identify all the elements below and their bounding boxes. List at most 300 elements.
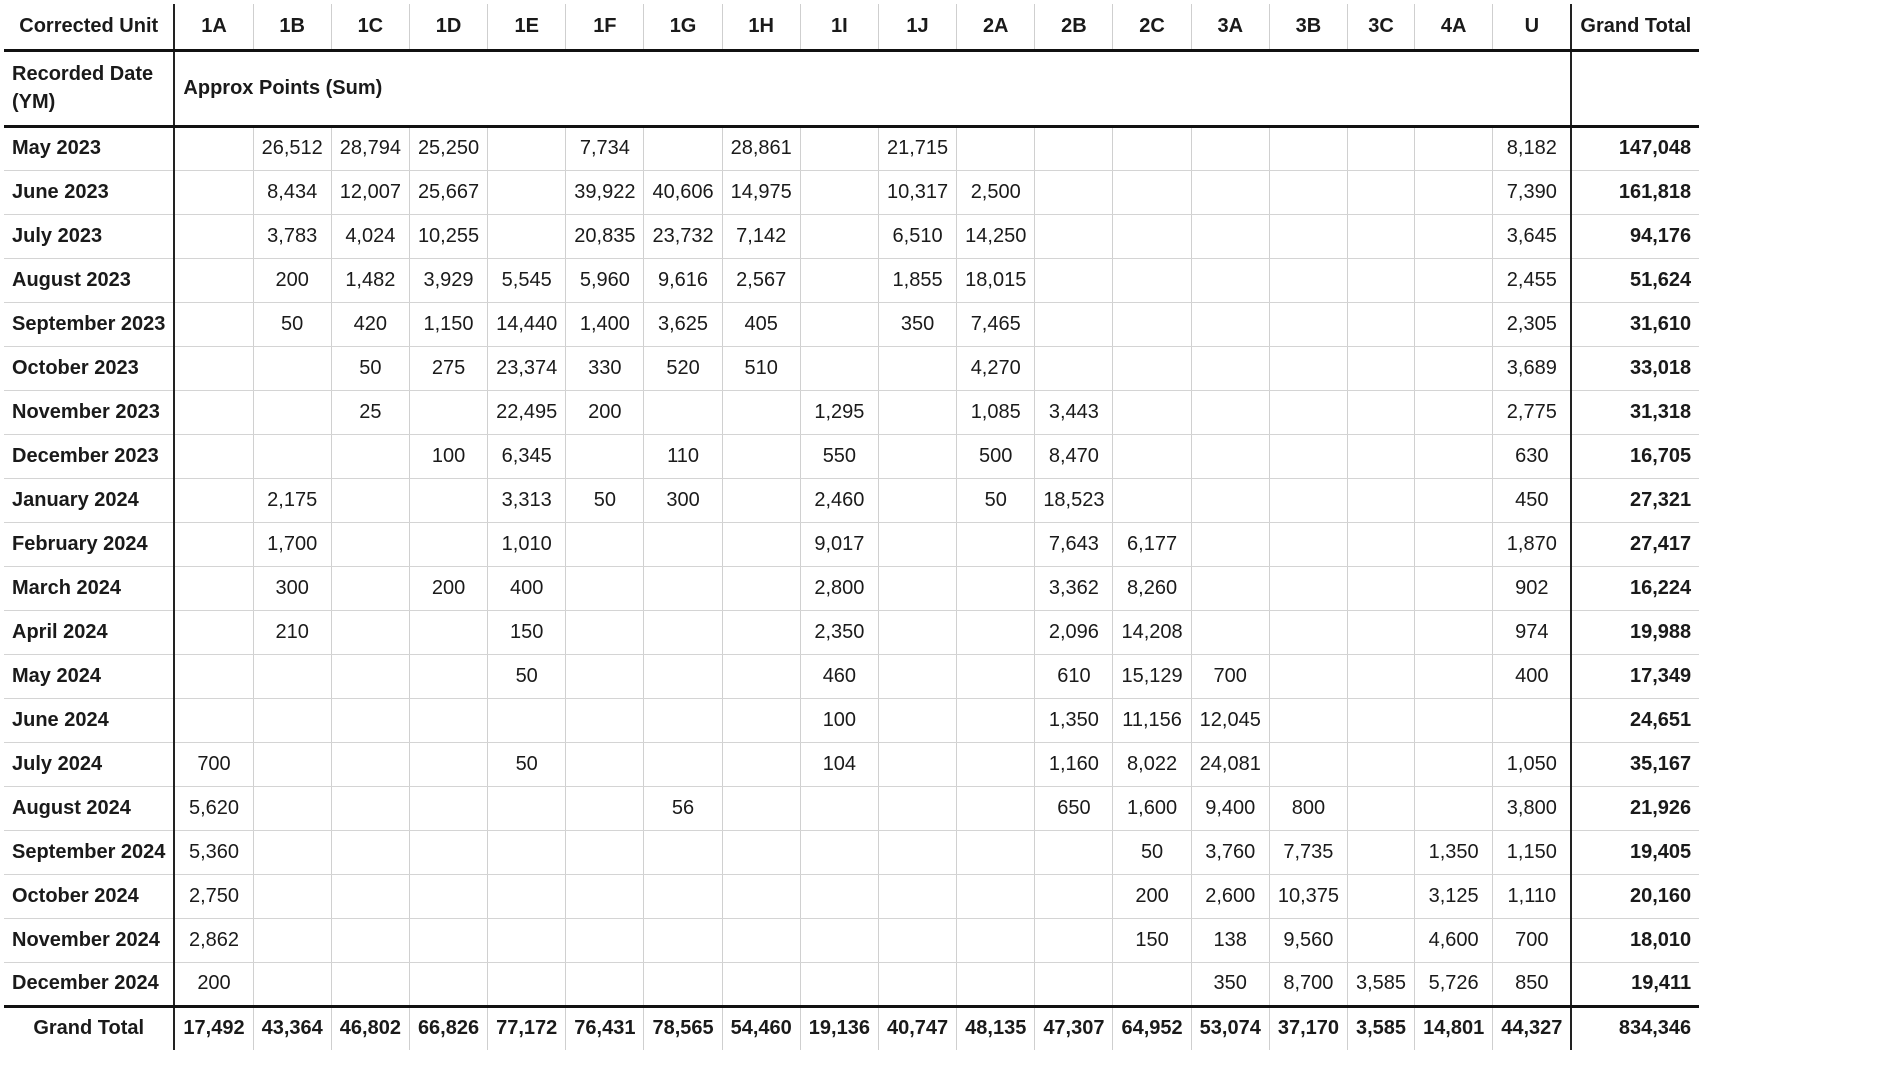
value-cell[interactable]: [878, 698, 956, 742]
value-cell[interactable]: [253, 346, 331, 390]
row-grand-total[interactable]: 27,321: [1571, 478, 1699, 522]
value-cell[interactable]: [409, 478, 487, 522]
value-cell[interactable]: [1113, 258, 1191, 302]
row-grand-total[interactable]: 20,160: [1571, 874, 1699, 918]
value-cell[interactable]: 18,015: [957, 258, 1035, 302]
column-header-1c[interactable]: 1C: [331, 4, 409, 50]
value-cell[interactable]: [331, 434, 409, 478]
value-cell[interactable]: 10,255: [409, 214, 487, 258]
value-cell[interactable]: 2,775: [1493, 390, 1572, 434]
row-label[interactable]: September 2024: [4, 830, 174, 874]
value-cell[interactable]: 210: [253, 610, 331, 654]
value-cell[interactable]: [253, 786, 331, 830]
column-header-3c[interactable]: 3C: [1348, 4, 1415, 50]
value-cell[interactable]: 50: [488, 742, 566, 786]
row-label[interactable]: October 2024: [4, 874, 174, 918]
column-grand-total[interactable]: 43,364: [253, 1006, 331, 1050]
value-cell[interactable]: [644, 830, 722, 874]
value-cell[interactable]: [566, 918, 644, 962]
column-header-3b[interactable]: 3B: [1269, 4, 1347, 50]
row-grand-total[interactable]: 21,926: [1571, 786, 1699, 830]
value-cell[interactable]: 275: [409, 346, 487, 390]
value-cell[interactable]: 40,606: [644, 170, 722, 214]
value-cell[interactable]: [957, 522, 1035, 566]
row-grand-total[interactable]: 18,010: [1571, 918, 1699, 962]
row-label[interactable]: July 2024: [4, 742, 174, 786]
value-cell[interactable]: [1348, 742, 1415, 786]
value-cell[interactable]: [1348, 302, 1415, 346]
value-cell[interactable]: [174, 434, 253, 478]
value-cell[interactable]: 200: [566, 390, 644, 434]
value-cell[interactable]: 138: [1191, 918, 1269, 962]
row-grand-total[interactable]: 51,624: [1571, 258, 1699, 302]
value-cell[interactable]: [1113, 126, 1191, 170]
value-cell[interactable]: [409, 698, 487, 742]
row-grand-total[interactable]: 147,048: [1571, 126, 1699, 170]
value-cell[interactable]: 1,010: [488, 522, 566, 566]
value-cell[interactable]: 3,689: [1493, 346, 1572, 390]
value-cell[interactable]: [331, 522, 409, 566]
value-cell[interactable]: [566, 698, 644, 742]
value-cell[interactable]: 9,400: [1191, 786, 1269, 830]
value-cell[interactable]: 100: [409, 434, 487, 478]
column-grand-total[interactable]: 76,431: [566, 1006, 644, 1050]
value-cell[interactable]: [1113, 478, 1191, 522]
value-cell[interactable]: 3,929: [409, 258, 487, 302]
value-cell[interactable]: 400: [488, 566, 566, 610]
row-grand-total[interactable]: 31,318: [1571, 390, 1699, 434]
column-header-1f[interactable]: 1F: [566, 4, 644, 50]
row-header-recorded-date[interactable]: [4, 50, 174, 126]
value-cell[interactable]: 4,270: [957, 346, 1035, 390]
value-cell[interactable]: [1191, 390, 1269, 434]
value-cell[interactable]: 2,455: [1493, 258, 1572, 302]
row-grand-total[interactable]: 19,411: [1571, 962, 1699, 1006]
row-label[interactable]: December 2024: [4, 962, 174, 1006]
value-cell[interactable]: 420: [331, 302, 409, 346]
row-label[interactable]: July 2023: [4, 214, 174, 258]
value-cell[interactable]: [957, 874, 1035, 918]
value-cell[interactable]: [1269, 390, 1347, 434]
value-cell[interactable]: [1415, 170, 1493, 214]
row-label[interactable]: March 2024: [4, 566, 174, 610]
value-cell[interactable]: [1415, 610, 1493, 654]
column-grand-total[interactable]: 78,565: [644, 1006, 722, 1050]
value-cell[interactable]: [1035, 830, 1113, 874]
value-cell[interactable]: [878, 654, 956, 698]
value-cell[interactable]: [253, 962, 331, 1006]
column-grand-total[interactable]: 44,327: [1493, 1006, 1572, 1050]
value-cell[interactable]: [174, 478, 253, 522]
value-cell[interactable]: [409, 874, 487, 918]
column-header-2a[interactable]: 2A: [957, 4, 1035, 50]
value-cell[interactable]: [1269, 170, 1347, 214]
value-cell[interactable]: 14,440: [488, 302, 566, 346]
value-cell[interactable]: [488, 962, 566, 1006]
value-cell[interactable]: [722, 962, 800, 1006]
row-label[interactable]: May 2023: [4, 126, 174, 170]
value-cell[interactable]: [566, 610, 644, 654]
value-cell[interactable]: 2,600: [1191, 874, 1269, 918]
value-cell[interactable]: [1269, 302, 1347, 346]
value-cell[interactable]: [957, 566, 1035, 610]
value-cell[interactable]: 3,125: [1415, 874, 1493, 918]
value-cell[interactable]: 350: [878, 302, 956, 346]
value-cell[interactable]: 7,390: [1493, 170, 1572, 214]
row-grand-total[interactable]: 35,167: [1571, 742, 1699, 786]
value-cell[interactable]: 10,375: [1269, 874, 1347, 918]
row-label[interactable]: April 2024: [4, 610, 174, 654]
value-cell[interactable]: 22,495: [488, 390, 566, 434]
value-cell[interactable]: 23,732: [644, 214, 722, 258]
value-cell[interactable]: 3,800: [1493, 786, 1572, 830]
value-cell[interactable]: 610: [1035, 654, 1113, 698]
value-cell[interactable]: 8,434: [253, 170, 331, 214]
value-cell[interactable]: [566, 654, 644, 698]
value-cell[interactable]: [644, 390, 722, 434]
value-cell[interactable]: [253, 742, 331, 786]
column-header-1h[interactable]: 1H: [722, 4, 800, 50]
value-cell[interactable]: [331, 830, 409, 874]
value-cell[interactable]: 5,360: [174, 830, 253, 874]
value-cell[interactable]: 6,345: [488, 434, 566, 478]
value-cell[interactable]: [644, 566, 722, 610]
value-cell[interactable]: 550: [800, 434, 878, 478]
column-grand-total[interactable]: 66,826: [409, 1006, 487, 1050]
value-cell[interactable]: [1035, 214, 1113, 258]
value-cell[interactable]: [1269, 654, 1347, 698]
value-cell[interactable]: 8,022: [1113, 742, 1191, 786]
value-cell[interactable]: [1348, 522, 1415, 566]
value-cell[interactable]: [800, 258, 878, 302]
value-cell[interactable]: 3,313: [488, 478, 566, 522]
value-cell[interactable]: 400: [1493, 654, 1572, 698]
value-cell[interactable]: [1191, 478, 1269, 522]
value-cell[interactable]: [1415, 434, 1493, 478]
value-cell[interactable]: [331, 874, 409, 918]
value-cell[interactable]: [878, 478, 956, 522]
row-grand-total[interactable]: 161,818: [1571, 170, 1699, 214]
value-cell[interactable]: 520: [644, 346, 722, 390]
value-cell[interactable]: [566, 830, 644, 874]
value-cell[interactable]: [566, 566, 644, 610]
value-cell[interactable]: [957, 742, 1035, 786]
value-cell[interactable]: [174, 126, 253, 170]
value-cell[interactable]: [644, 918, 722, 962]
value-cell[interactable]: 460: [800, 654, 878, 698]
value-cell[interactable]: [722, 742, 800, 786]
column-grand-total[interactable]: 37,170: [1269, 1006, 1347, 1050]
value-cell[interactable]: [800, 302, 878, 346]
value-cell[interactable]: 14,250: [957, 214, 1035, 258]
value-cell[interactable]: [1348, 786, 1415, 830]
value-cell[interactable]: 405: [722, 302, 800, 346]
value-cell[interactable]: 9,616: [644, 258, 722, 302]
value-cell[interactable]: 902: [1493, 566, 1572, 610]
value-cell[interactable]: 700: [174, 742, 253, 786]
value-cell[interactable]: [1269, 434, 1347, 478]
value-cell[interactable]: [878, 918, 956, 962]
value-cell[interactable]: 25,667: [409, 170, 487, 214]
value-cell[interactable]: [957, 698, 1035, 742]
value-cell[interactable]: [409, 742, 487, 786]
column-header-1j[interactable]: 1J: [878, 4, 956, 50]
row-label[interactable]: September 2023: [4, 302, 174, 346]
value-cell[interactable]: [1415, 390, 1493, 434]
value-cell[interactable]: [1035, 874, 1113, 918]
value-cell[interactable]: 20,835: [566, 214, 644, 258]
value-cell[interactable]: [1415, 742, 1493, 786]
value-cell[interactable]: [566, 874, 644, 918]
row-grand-total[interactable]: 19,988: [1571, 610, 1699, 654]
value-cell[interactable]: [1348, 478, 1415, 522]
value-cell[interactable]: 1,150: [409, 302, 487, 346]
value-cell[interactable]: 2,500: [957, 170, 1035, 214]
value-cell[interactable]: [174, 522, 253, 566]
row-grand-total[interactable]: 31,610: [1571, 302, 1699, 346]
value-cell[interactable]: [800, 874, 878, 918]
value-cell[interactable]: 1,295: [800, 390, 878, 434]
value-cell[interactable]: [253, 434, 331, 478]
value-cell[interactable]: [253, 654, 331, 698]
value-cell[interactable]: [1348, 874, 1415, 918]
value-cell[interactable]: 200: [409, 566, 487, 610]
value-cell[interactable]: [1191, 214, 1269, 258]
value-cell[interactable]: [1348, 654, 1415, 698]
value-cell[interactable]: [1269, 566, 1347, 610]
value-cell[interactable]: 9,560: [1269, 918, 1347, 962]
value-cell[interactable]: [1348, 390, 1415, 434]
row-grand-total[interactable]: 24,651: [1571, 698, 1699, 742]
value-cell[interactable]: [1035, 918, 1113, 962]
value-cell[interactable]: [488, 918, 566, 962]
column-header-1a[interactable]: 1A: [174, 4, 253, 50]
row-label[interactable]: May 2024: [4, 654, 174, 698]
value-cell[interactable]: 15,129: [1113, 654, 1191, 698]
value-cell[interactable]: 1,150: [1493, 830, 1572, 874]
value-cell[interactable]: [800, 918, 878, 962]
value-cell[interactable]: [878, 434, 956, 478]
value-cell[interactable]: [1113, 346, 1191, 390]
value-cell[interactable]: [878, 874, 956, 918]
value-cell[interactable]: 8,470: [1035, 434, 1113, 478]
value-cell[interactable]: 1,600: [1113, 786, 1191, 830]
value-cell[interactable]: [1269, 214, 1347, 258]
value-cell[interactable]: 5,960: [566, 258, 644, 302]
value-cell[interactable]: 510: [722, 346, 800, 390]
row-label[interactable]: November 2024: [4, 918, 174, 962]
value-cell[interactable]: [1191, 258, 1269, 302]
value-cell[interactable]: [644, 126, 722, 170]
column-grand-total[interactable]: 48,135: [957, 1006, 1035, 1050]
value-cell[interactable]: 1,870: [1493, 522, 1572, 566]
value-cell[interactable]: 50: [253, 302, 331, 346]
value-cell[interactable]: 1,855: [878, 258, 956, 302]
row-label[interactable]: November 2023: [4, 390, 174, 434]
value-cell[interactable]: [800, 170, 878, 214]
row-label[interactable]: January 2024: [4, 478, 174, 522]
value-cell[interactable]: [1113, 962, 1191, 1006]
value-cell[interactable]: 1,085: [957, 390, 1035, 434]
value-cell[interactable]: [174, 346, 253, 390]
value-cell[interactable]: 2,800: [800, 566, 878, 610]
value-cell[interactable]: 2,305: [1493, 302, 1572, 346]
value-cell[interactable]: 5,545: [488, 258, 566, 302]
value-cell[interactable]: 1,482: [331, 258, 409, 302]
value-cell[interactable]: 3,443: [1035, 390, 1113, 434]
value-cell[interactable]: [1269, 346, 1347, 390]
value-cell[interactable]: [1269, 742, 1347, 786]
column-header-u[interactable]: U: [1493, 4, 1572, 50]
value-cell[interactable]: [800, 786, 878, 830]
value-cell[interactable]: [722, 786, 800, 830]
value-cell[interactable]: [878, 522, 956, 566]
value-cell[interactable]: [1348, 126, 1415, 170]
column-grand-total[interactable]: 64,952: [1113, 1006, 1191, 1050]
column-header-4a[interactable]: 4A: [1415, 4, 1493, 50]
row-label[interactable]: February 2024: [4, 522, 174, 566]
row-label[interactable]: August 2023: [4, 258, 174, 302]
value-cell[interactable]: [253, 390, 331, 434]
value-cell[interactable]: [1415, 302, 1493, 346]
value-cell[interactable]: [1415, 346, 1493, 390]
column-grand-total[interactable]: 14,801: [1415, 1006, 1493, 1050]
value-cell[interactable]: 4,024: [331, 214, 409, 258]
value-cell[interactable]: [331, 566, 409, 610]
value-cell[interactable]: [1415, 522, 1493, 566]
value-cell[interactable]: [174, 170, 253, 214]
value-cell[interactable]: [1269, 522, 1347, 566]
value-cell[interactable]: 350: [1191, 962, 1269, 1006]
value-cell[interactable]: 200: [253, 258, 331, 302]
value-cell[interactable]: 25,250: [409, 126, 487, 170]
value-cell[interactable]: [1191, 170, 1269, 214]
value-cell[interactable]: 1,350: [1415, 830, 1493, 874]
value-cell[interactable]: [878, 742, 956, 786]
value-cell[interactable]: [878, 390, 956, 434]
value-cell[interactable]: [722, 434, 800, 478]
value-cell[interactable]: [566, 742, 644, 786]
value-cell[interactable]: [722, 478, 800, 522]
value-cell[interactable]: [1191, 126, 1269, 170]
value-cell[interactable]: [644, 874, 722, 918]
value-cell[interactable]: [331, 698, 409, 742]
value-cell[interactable]: [1348, 258, 1415, 302]
value-cell[interactable]: 4,600: [1415, 918, 1493, 962]
value-cell[interactable]: 2,750: [174, 874, 253, 918]
value-cell[interactable]: [878, 346, 956, 390]
row-grand-total[interactable]: 33,018: [1571, 346, 1699, 390]
value-cell[interactable]: [174, 610, 253, 654]
value-cell[interactable]: 1,160: [1035, 742, 1113, 786]
value-cell[interactable]: [957, 962, 1035, 1006]
value-cell[interactable]: [174, 698, 253, 742]
value-cell[interactable]: 12,045: [1191, 698, 1269, 742]
value-cell[interactable]: 3,760: [1191, 830, 1269, 874]
column-header-1i[interactable]: 1I: [800, 4, 878, 50]
value-cell[interactable]: [722, 610, 800, 654]
value-cell[interactable]: [644, 522, 722, 566]
column-grand-total[interactable]: 3,585: [1348, 1006, 1415, 1050]
value-cell[interactable]: [331, 786, 409, 830]
value-cell[interactable]: [1348, 698, 1415, 742]
value-cell[interactable]: [1113, 302, 1191, 346]
row-grand-total[interactable]: 94,176: [1571, 214, 1699, 258]
value-cell[interactable]: [1348, 918, 1415, 962]
value-cell[interactable]: [722, 566, 800, 610]
value-cell[interactable]: [1269, 610, 1347, 654]
value-cell[interactable]: [331, 478, 409, 522]
value-cell[interactable]: [174, 214, 253, 258]
column-header-1d[interactable]: 1D: [409, 4, 487, 50]
value-cell[interactable]: 24,081: [1191, 742, 1269, 786]
value-cell[interactable]: [488, 830, 566, 874]
value-cell[interactable]: [488, 170, 566, 214]
value-cell[interactable]: 50: [566, 478, 644, 522]
column-grand-total[interactable]: 19,136: [800, 1006, 878, 1050]
value-cell[interactable]: 100: [800, 698, 878, 742]
value-cell[interactable]: [644, 742, 722, 786]
value-cell[interactable]: 8,182: [1493, 126, 1572, 170]
value-cell[interactable]: [644, 610, 722, 654]
value-cell[interactable]: [1113, 214, 1191, 258]
row-label[interactable]: June 2024: [4, 698, 174, 742]
column-header-1e[interactable]: 1E: [488, 4, 566, 50]
value-cell[interactable]: [957, 610, 1035, 654]
value-cell[interactable]: 104: [800, 742, 878, 786]
value-cell[interactable]: [409, 390, 487, 434]
value-cell[interactable]: [409, 786, 487, 830]
value-cell[interactable]: [722, 918, 800, 962]
value-cell[interactable]: [488, 698, 566, 742]
value-cell[interactable]: 12,007: [331, 170, 409, 214]
value-cell[interactable]: [253, 830, 331, 874]
value-cell[interactable]: 26,512: [253, 126, 331, 170]
value-cell[interactable]: 21,715: [878, 126, 956, 170]
value-cell[interactable]: [878, 610, 956, 654]
value-cell[interactable]: 200: [1113, 874, 1191, 918]
value-cell[interactable]: 50: [331, 346, 409, 390]
value-cell[interactable]: [1348, 830, 1415, 874]
value-cell[interactable]: 7,734: [566, 126, 644, 170]
value-cell[interactable]: 1,700: [253, 522, 331, 566]
value-cell[interactable]: [1113, 434, 1191, 478]
value-cell[interactable]: 28,794: [331, 126, 409, 170]
value-cell[interactable]: [644, 654, 722, 698]
value-cell[interactable]: [957, 786, 1035, 830]
value-cell[interactable]: 18,523: [1035, 478, 1113, 522]
value-cell[interactable]: [1415, 654, 1493, 698]
value-cell[interactable]: [800, 214, 878, 258]
column-header-2c[interactable]: 2C: [1113, 4, 1191, 50]
value-cell[interactable]: 2,350: [800, 610, 878, 654]
value-cell[interactable]: [331, 962, 409, 1006]
value-cell[interactable]: [644, 962, 722, 1006]
value-cell[interactable]: 150: [488, 610, 566, 654]
value-cell[interactable]: [1269, 698, 1347, 742]
value-cell[interactable]: [1035, 126, 1113, 170]
value-cell[interactable]: [1415, 786, 1493, 830]
value-cell[interactable]: [722, 522, 800, 566]
value-cell[interactable]: [878, 962, 956, 1006]
value-cell[interactable]: 7,643: [1035, 522, 1113, 566]
value-cell[interactable]: [174, 302, 253, 346]
value-cell[interactable]: 7,465: [957, 302, 1035, 346]
value-cell[interactable]: [1035, 258, 1113, 302]
value-cell[interactable]: [488, 126, 566, 170]
value-cell[interactable]: [800, 346, 878, 390]
value-cell[interactable]: 3,362: [1035, 566, 1113, 610]
